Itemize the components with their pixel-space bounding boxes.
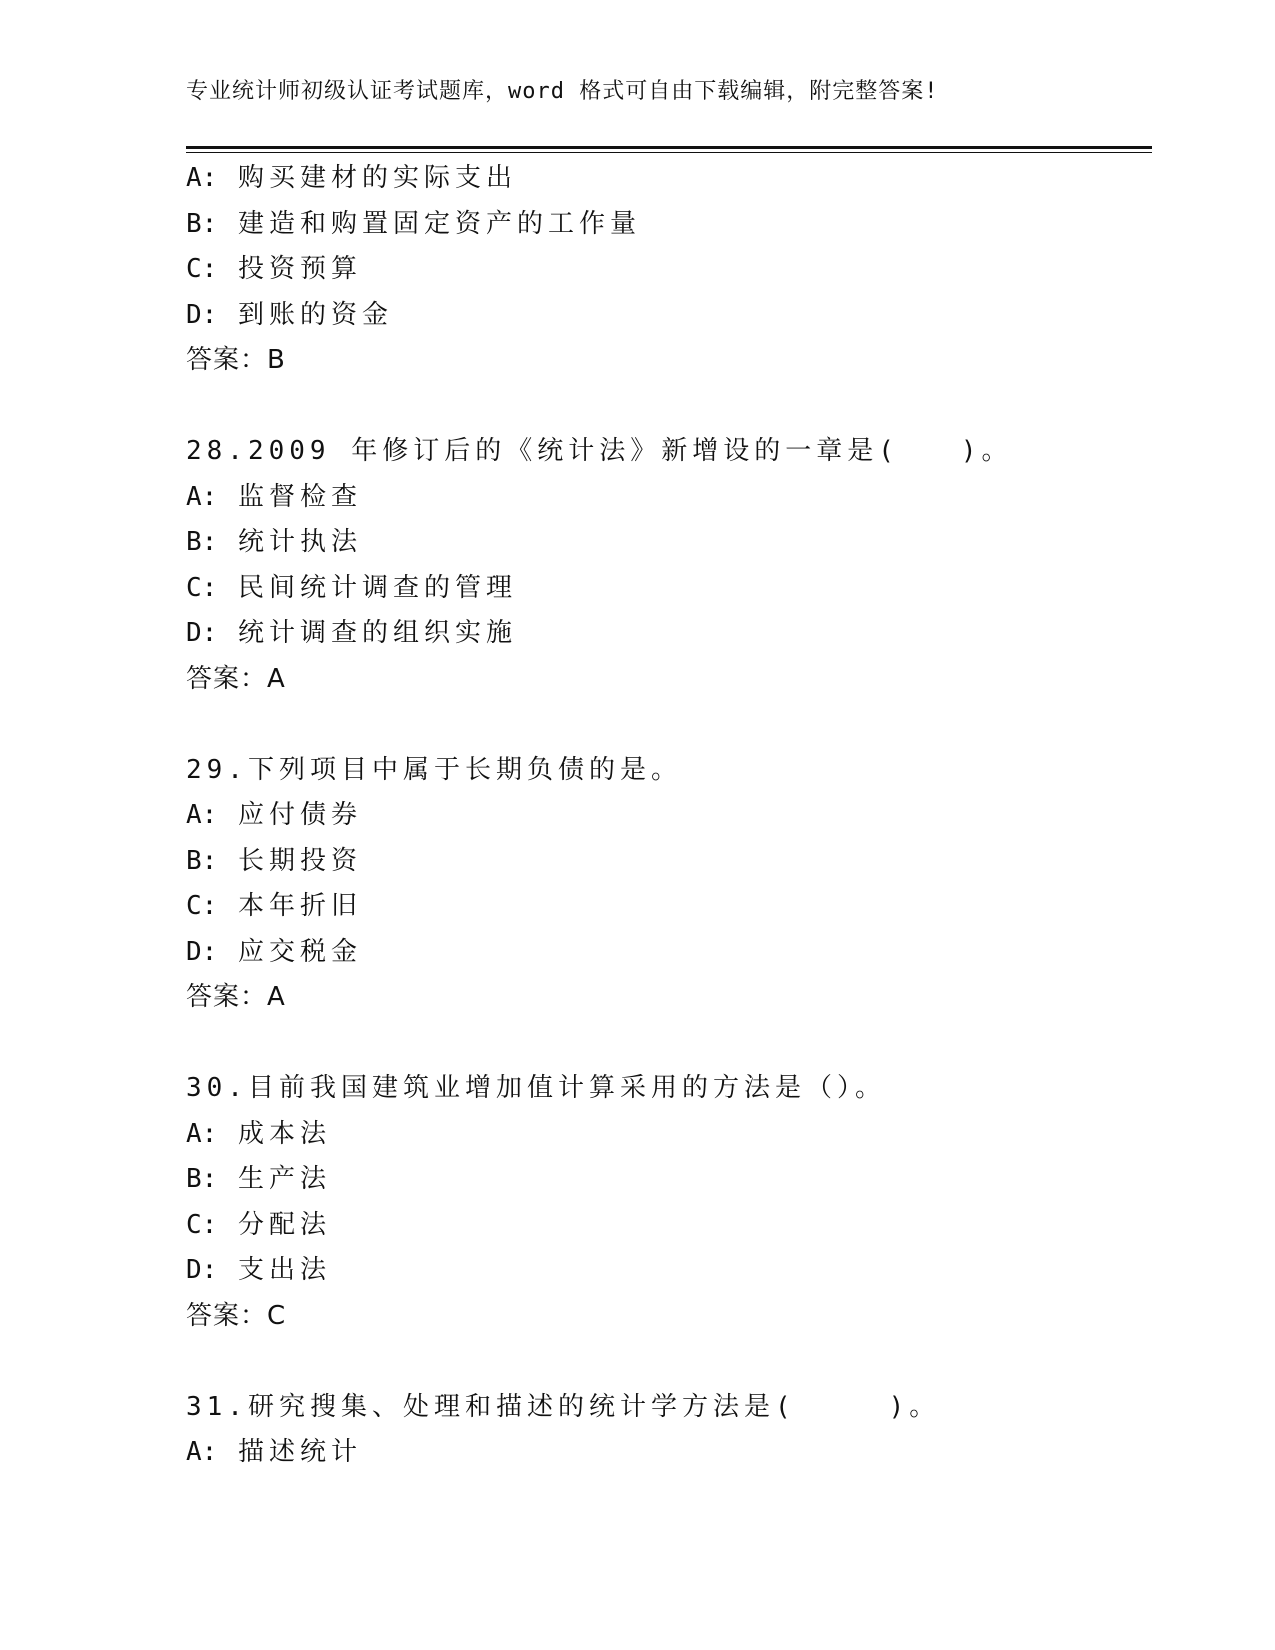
option-c [186, 247, 1146, 293]
answer-line: 答案：C [186, 1300, 287, 1331]
option-text: 应付债券 [237, 800, 362, 830]
option-a [186, 475, 1146, 521]
option-b [186, 520, 1146, 566]
question-stem: 30.目前我国建筑业增加值计算采用的方法是（）。 [186, 1073, 886, 1103]
document-header: 专业统计师初级认证考试题库，word 格式可自由下载编辑，附完整答案! [186, 79, 939, 104]
option-letter: C: [186, 891, 218, 921]
option-letter: D: [186, 1255, 218, 1285]
option-letter: B: [186, 845, 218, 876]
option-text: 应交税金 [237, 936, 362, 967]
option-letter: D: [186, 618, 218, 648]
option-a [186, 1430, 1146, 1476]
option-text: 统计执法 [237, 527, 362, 557]
option-letter: A: [186, 481, 218, 512]
option-text: 生产法 [237, 1164, 331, 1194]
option-b [186, 839, 1146, 885]
option-b [186, 202, 1146, 248]
option-letter: C: [186, 1209, 218, 1240]
spacer [186, 702, 1146, 748]
option-text: 监督检查 [237, 481, 362, 512]
option-letter: A: [186, 1437, 218, 1467]
option-c [186, 566, 1146, 612]
option-text: 描述统计 [237, 1437, 362, 1467]
option-b [186, 1157, 1146, 1203]
option-text: 投资预算 [237, 254, 362, 284]
question-list [186, 156, 1146, 1476]
question-stem: 28.2009 年修订后的《统计法》新增设的一章是( )。 [186, 436, 1013, 466]
option-letter: C: [186, 254, 218, 284]
option-text: 本年折旧 [237, 891, 362, 921]
option-d [186, 611, 1146, 657]
option-d [186, 930, 1146, 976]
option-letter: B: [186, 208, 218, 239]
option-letter: B: [186, 527, 218, 557]
option-text: 成本法 [237, 1118, 331, 1149]
option-text: 到账的资金 [237, 299, 393, 330]
option-a [186, 156, 1146, 202]
option-a [186, 1112, 1146, 1158]
option-letter: A: [186, 163, 218, 193]
question-block-30 [186, 1066, 1146, 1339]
question-block-29 [186, 748, 1146, 1021]
answer-line: 答案：A [186, 663, 286, 694]
option-c [186, 884, 1146, 930]
option-text: 购买建材的实际支出 [237, 163, 517, 193]
option-text: 民间统计调查的管理 [237, 572, 517, 603]
option-text: 长期投资 [237, 845, 362, 876]
option-letter: B: [186, 1164, 218, 1194]
question-block-31 [186, 1385, 1146, 1476]
answer-line: 答案：B [186, 345, 286, 375]
option-d [186, 1248, 1146, 1294]
option-letter: A: [186, 1118, 218, 1149]
header-rule-thick [186, 146, 1152, 149]
option-text: 支出法 [237, 1255, 331, 1285]
answer-line: 答案：A [186, 982, 286, 1012]
spacer [186, 384, 1146, 430]
option-letter: D: [186, 936, 218, 967]
header-rule-thin [186, 152, 1152, 153]
option-letter: A: [186, 800, 218, 830]
question-stem: 31.研究搜集、处理和描述的统计学方法是( )。 [186, 1391, 941, 1422]
option-d [186, 293, 1146, 339]
option-text: 分配法 [237, 1209, 331, 1240]
spacer [186, 1339, 1146, 1385]
option-letter: C: [186, 572, 218, 603]
question-stem: 29.下列项目中属于长期负债的是。 [186, 754, 682, 785]
option-letter: D: [186, 299, 218, 330]
option-text: 统计调查的组织实施 [237, 618, 517, 648]
question-block-27 [186, 156, 1146, 384]
option-c [186, 1203, 1146, 1249]
question-block-28 [186, 429, 1146, 702]
option-a [186, 793, 1146, 839]
option-text: 建造和购置固定资产的工作量 [237, 208, 641, 239]
spacer [186, 1021, 1146, 1067]
